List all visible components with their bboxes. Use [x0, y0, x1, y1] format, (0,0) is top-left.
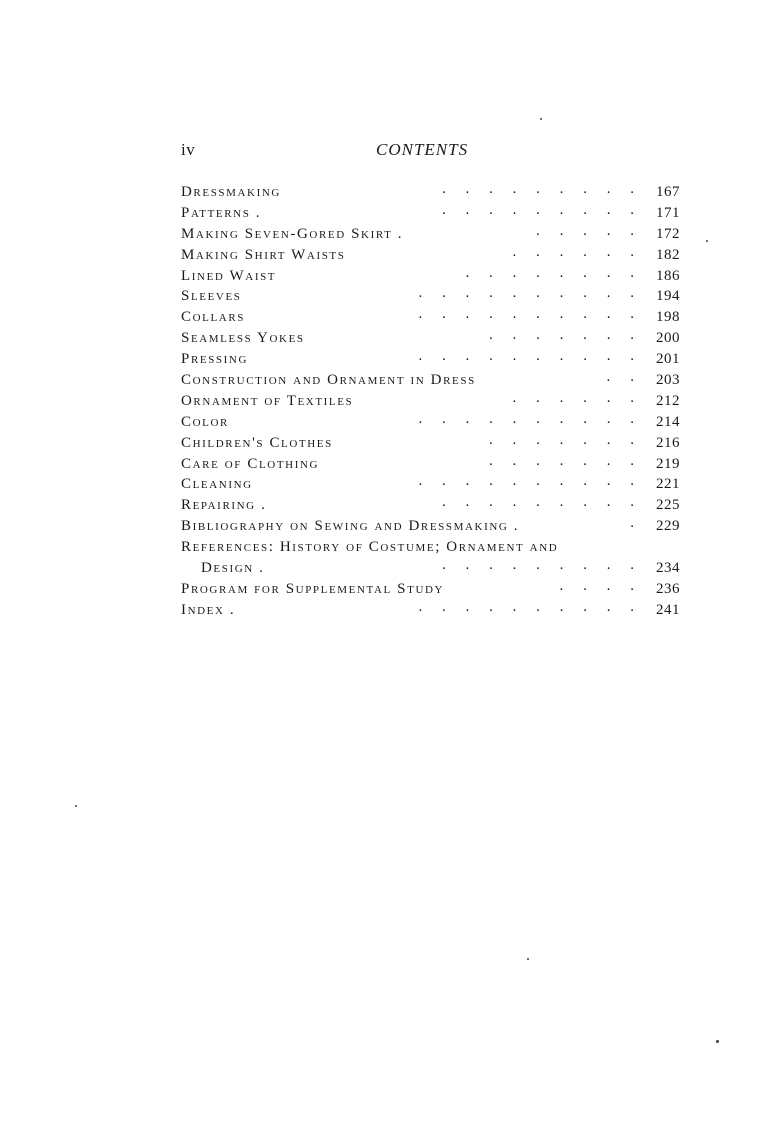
- toc-entry-leader-dots: . .: [606, 369, 634, 386]
- toc-entry-leader-dots: . . . . . . . . .: [442, 557, 634, 574]
- toc-entry-title: Lined Waist: [181, 267, 277, 284]
- scan-speck: [716, 1040, 719, 1043]
- toc-entry-leader-dots: . . . . . . . . . .: [418, 410, 634, 427]
- toc-entry-page-number: 167: [656, 184, 680, 200]
- toc-entry-page-number: 200: [656, 330, 680, 347]
- toc-entry-page-number: 216: [656, 434, 680, 451]
- toc-entry-title: Cleaning: [181, 476, 253, 493]
- toc-entry-page-number: 171: [656, 204, 680, 221]
- toc-entry: [181, 349, 680, 370]
- toc-entry-page-number: 229: [656, 518, 680, 535]
- toc-entry-page-number: 234: [656, 560, 680, 577]
- toc-entry-title: Ornament of Textiles: [181, 392, 354, 409]
- page-header: [181, 140, 681, 162]
- toc-entry-page-number: 172: [656, 225, 680, 242]
- toc-entry-title: Index .: [181, 601, 236, 618]
- toc-entry-title: Dressmaking: [181, 184, 281, 200]
- toc-entry-leader-dots: . . . . .: [536, 222, 634, 239]
- toc-entry-title: Making Shirt Waists: [181, 246, 346, 263]
- scan-speck: [540, 118, 542, 120]
- toc-entry-page-number: 201: [656, 351, 680, 368]
- toc-entry-leader-dots: . . . . . .: [512, 243, 634, 260]
- toc-entry-page-number: 182: [656, 246, 680, 263]
- toc-entry-page-number: 219: [656, 455, 680, 472]
- toc-entry-title: Bibliography on Sewing and Dressmaking .: [181, 518, 520, 535]
- toc-entry-leader-dots: . . . . . . . .: [465, 264, 634, 281]
- toc-entry-leader-dots: . . . . . . . . . .: [418, 306, 634, 323]
- toc-entry-page-number: 214: [656, 413, 680, 430]
- toc-entry-page-number: 194: [656, 288, 680, 305]
- toc-entry-page-number: 221: [656, 476, 680, 493]
- toc-entry-leader-dots: . . . . . . . . .: [442, 201, 634, 218]
- toc-entry-leader-dots: . . . . . . . . . .: [418, 285, 634, 302]
- running-title: CONTENTS: [376, 140, 469, 159]
- toc-entry-leader-dots: . . . . . . . . .: [442, 181, 634, 197]
- toc-entry-leader-dots: .: [630, 515, 634, 532]
- toc-entry-title: Sleeves: [181, 288, 242, 305]
- toc-entry-page-number: 186: [656, 267, 680, 284]
- toc-entry-title: Seamless Yokes: [181, 330, 305, 347]
- toc-entry-title: Care of Clothing: [181, 455, 320, 472]
- toc-entry-leader-dots: . . . . . . . . . .: [418, 598, 634, 615]
- toc-entry-page-number: 236: [656, 580, 680, 597]
- toc-entry-title: Design .: [201, 560, 265, 577]
- scan-speck: [75, 805, 77, 807]
- toc-entry-title: Repairing .: [181, 497, 267, 514]
- toc-entry: [181, 495, 680, 516]
- toc-entry-title: Construction and Ornament in Dress: [181, 372, 476, 389]
- scan-speck: [527, 958, 529, 960]
- toc-entry-leader-dots: . . . . . .: [512, 389, 634, 406]
- toc-entry-leader-dots: . . . . . . .: [489, 452, 634, 469]
- toc-entry-page-number: 203: [656, 372, 680, 389]
- toc-entry-title: Collars: [181, 309, 245, 326]
- toc-entry-leader-dots: . . . . . . . . . .: [418, 473, 634, 490]
- toc-entry-page-number: 241: [656, 601, 680, 618]
- toc-entry-leader-dots: . . . . . . . . . .: [418, 348, 634, 365]
- page-number: iv: [181, 140, 196, 159]
- toc-entry-title: Patterns .: [181, 204, 262, 221]
- toc-entry-leader-dots: . . . . . . .: [489, 431, 634, 448]
- toc-entry-title: Children's Clothes: [181, 434, 333, 451]
- toc-entry-title: Making Seven-Gored Skirt .: [181, 225, 404, 242]
- toc-entry-page-number: 225: [656, 497, 680, 514]
- toc-entry-leader-dots: . . . . . . . . .: [442, 494, 634, 511]
- toc-entry-title: References: History of Costume; Ornament and: [181, 539, 559, 556]
- toc-entry-page-number: 198: [656, 309, 680, 326]
- toc-entry-leader-dots: . . . .: [559, 577, 634, 594]
- toc-entry-page-number: 212: [656, 392, 680, 409]
- table-of-contents: [181, 182, 680, 621]
- toc-entry: [181, 516, 680, 537]
- scan-speck: [706, 240, 708, 242]
- toc-entry-title: Pressing: [181, 351, 248, 368]
- toc-entry: [181, 600, 680, 621]
- toc-entry-leader-dots: . . . . . . .: [489, 327, 634, 344]
- toc-entry-title: Program for Supplemental Study: [181, 580, 445, 597]
- toc-entry-title: Color: [181, 413, 229, 430]
